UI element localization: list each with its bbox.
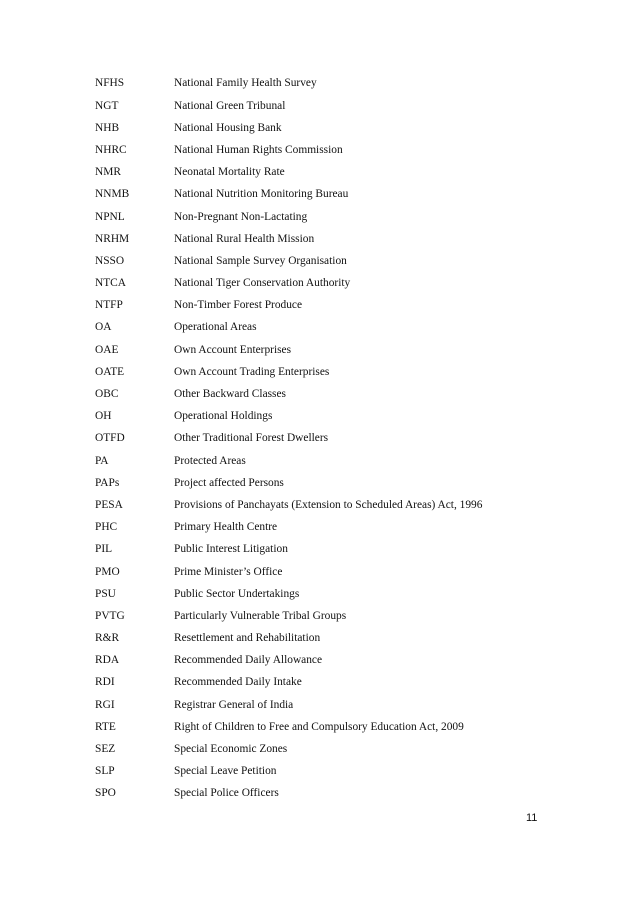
abbreviation-row (95, 228, 565, 250)
abbreviation-definition: Operational Holdings (174, 410, 273, 423)
abbreviation-row (95, 606, 565, 628)
abbreviation-definition: Non-Pregnant Non-Lactating (174, 210, 308, 223)
abbreviation-definition: National Rural Health Mission (174, 232, 315, 245)
abbreviation-definition: Neonatal Mortality Rate (174, 166, 285, 179)
abbreviation-row (95, 295, 565, 317)
abbreviation-row (95, 95, 565, 117)
abbreviation-row (95, 628, 565, 650)
abbreviation-definition: Special Police Officers (174, 787, 279, 800)
abbreviation-definition: Resettlement and Rehabilitation (174, 632, 321, 645)
abbreviation-term: PESA (95, 498, 123, 511)
abbreviation-term: OAE (95, 343, 119, 356)
abbreviation-row (95, 672, 565, 694)
abbreviation-term: RTE (95, 720, 116, 733)
abbreviation-definition: Non-Timber Forest Produce (174, 299, 303, 312)
abbreviation-term: RDI (95, 676, 115, 689)
abbreviation-row (95, 140, 565, 162)
abbreviation-row (95, 450, 565, 472)
abbreviation-row (95, 273, 565, 295)
abbreviation-definition: Recommended Daily Allowance (174, 654, 323, 667)
abbreviation-term: PIL (95, 543, 113, 556)
abbreviation-definition: Prime Minister’s Office (174, 565, 283, 578)
abbreviation-definition: Project affected Persons (174, 476, 284, 489)
abbreviation-term: OTFD (95, 432, 125, 445)
abbreviation-term: NHRC (95, 143, 127, 156)
abbreviation-row (95, 251, 565, 273)
abbreviation-term: OATE (95, 365, 125, 378)
abbreviation-row (95, 206, 565, 228)
abbreviation-row (95, 517, 565, 539)
abbreviation-row (95, 73, 565, 95)
abbreviation-definition: Protected Areas (174, 454, 246, 467)
abbreviation-row (95, 384, 565, 406)
abbreviation-term: OBC (95, 388, 119, 401)
abbreviation-term: PHC (95, 521, 118, 534)
abbreviation-row (95, 739, 565, 761)
abbreviation-term: NRHM (95, 232, 130, 245)
abbreviation-definition: Operational Areas (174, 321, 257, 334)
abbreviation-term: NGT (95, 99, 119, 112)
abbreviation-definition: Other Backward Classes (174, 388, 286, 401)
abbreviation-term: NMR (95, 166, 121, 179)
abbreviation-term: NTFP (95, 299, 123, 312)
abbreviation-term: SEZ (95, 743, 116, 756)
abbreviation-term: RGI (95, 698, 115, 711)
abbreviation-row (95, 406, 565, 428)
abbreviation-row (95, 716, 565, 738)
abbreviation-row (95, 472, 565, 494)
abbreviation-row (95, 761, 565, 783)
abbreviation-row (95, 339, 565, 361)
abbreviation-row (95, 184, 565, 206)
abbreviation-definition: Particularly Vulnerable Tribal Groups (174, 609, 347, 622)
abbreviation-term: SPO (95, 787, 116, 800)
abbreviation-definition: Primary Health Centre (174, 521, 278, 534)
abbreviation-definition: Special Economic Zones (174, 743, 288, 756)
page-number: 11 (526, 812, 538, 824)
abbreviation-row (95, 162, 565, 184)
abbreviation-definition: National Tiger Conservation Authority (174, 277, 351, 290)
abbreviation-term: NHB (95, 121, 120, 134)
abbreviation-definition: Other Traditional Forest Dwellers (174, 432, 329, 445)
abbreviation-definition: Own Account Enterprises (174, 343, 292, 356)
abbreviation-term: PSU (95, 587, 116, 600)
abbreviation-term: PA (95, 454, 109, 467)
abbreviation-row (95, 428, 565, 450)
abbreviation-term: NTCA (95, 277, 127, 290)
abbreviation-term: RDA (95, 654, 120, 667)
abbreviation-definition: National Family Health Survey (174, 77, 317, 90)
abbreviation-definition: Own Account Trading Enterprises (174, 365, 330, 378)
abbreviation-row (95, 317, 565, 339)
abbreviation-row (95, 361, 565, 383)
abbreviation-definition: National Human Rights Commission (174, 143, 343, 156)
abbreviation-definition: National Nutrition Monitoring Bureau (174, 188, 349, 201)
abbreviation-term: NSSO (95, 254, 125, 267)
abbreviation-definition: Registrar General of India (174, 698, 294, 711)
abbreviation-row (95, 495, 565, 517)
abbreviation-term: OA (95, 321, 112, 334)
abbreviation-definition: National Sample Survey Organisation (174, 254, 347, 267)
abbreviation-definition: National Housing Bank (174, 121, 282, 134)
abbreviation-row (95, 650, 565, 672)
abbreviation-term: PMO (95, 565, 120, 578)
abbreviation-definition: Public Sector Undertakings (174, 587, 300, 600)
abbreviation-row (95, 539, 565, 561)
abbreviation-row (95, 694, 565, 716)
abbreviation-term: PAPs (95, 476, 120, 489)
abbreviation-row (95, 583, 565, 605)
abbreviation-definition: Recommended Daily Intake (174, 676, 302, 689)
abbreviation-row (95, 117, 565, 139)
abbreviation-term: OH (95, 410, 112, 423)
abbreviation-definition: Public Interest Litigation (174, 543, 288, 556)
abbreviation-term: NFHS (95, 77, 125, 90)
abbreviation-term: R&R (95, 632, 120, 645)
abbreviation-term: NNMB (95, 188, 130, 201)
abbreviation-definition: Provisions of Panchayats (Extension to Scheduled Areas) Act, 1996 (174, 498, 483, 511)
abbreviation-term: SLP (95, 765, 115, 778)
abbreviation-definition: Right of Children to Free and Compulsory Education Act, 2009 (174, 720, 464, 733)
abbreviation-term: PVTG (95, 609, 125, 622)
abbreviation-row (95, 783, 565, 805)
abbreviation-definition: Special Leave Petition (174, 765, 277, 778)
abbreviation-term: NPNL (95, 210, 125, 223)
abbreviation-row (95, 561, 565, 583)
abbreviation-definition: National Green Tribunal (174, 99, 286, 112)
abbreviation-list (95, 73, 565, 805)
